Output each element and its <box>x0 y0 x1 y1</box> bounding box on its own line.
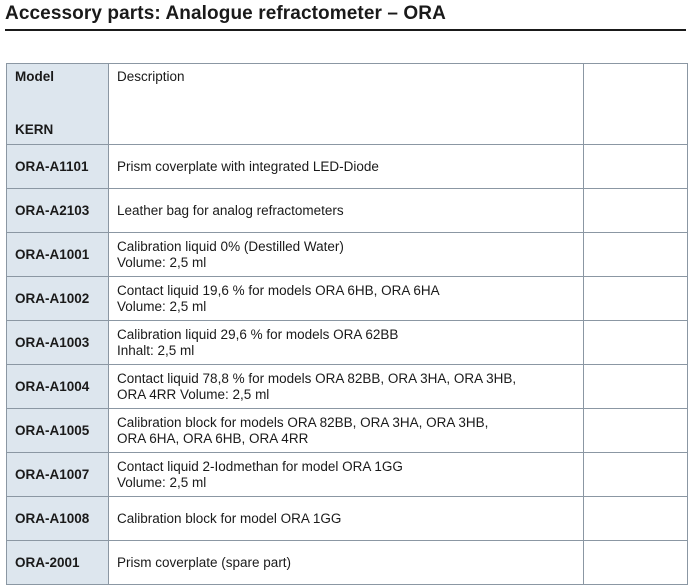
description-line: Volume: 2,5 ml <box>117 254 207 270</box>
description-line: Inhalt: 2,5 ml <box>117 342 195 358</box>
model-cell: ORA-A1003 <box>7 321 109 365</box>
model-cell: ORA-A1004 <box>7 365 109 409</box>
empty-cell <box>584 409 688 453</box>
table-row <box>7 233 688 277</box>
description-line: Prism coverplate (spare part) <box>117 554 292 570</box>
description-line: Calibration block for models ORA 82BB, ORA 3HA, ORA 3HB, <box>117 414 489 430</box>
description-line: Calibration block for model ORA 1GG <box>117 510 342 526</box>
empty-cell <box>584 365 688 409</box>
description-cell <box>109 365 584 409</box>
empty-cell <box>584 321 688 365</box>
description-cell <box>109 409 584 453</box>
empty-cell <box>584 277 688 321</box>
description-line: Contact liquid 2-Iodmethan for model ORA 1GG <box>117 458 403 474</box>
description-cell <box>109 541 584 585</box>
description-line: ORA 6HA, ORA 6HB, ORA 4RR <box>117 430 309 446</box>
table-row <box>7 277 688 321</box>
description-cell <box>109 189 584 233</box>
table-row <box>7 409 688 453</box>
empty-cell <box>584 233 688 277</box>
header-extra-cell <box>584 64 688 145</box>
table-row <box>7 453 688 497</box>
header-model-cell <box>7 64 109 145</box>
table-row <box>7 321 688 365</box>
page-title: Accessory parts: Analogue refractometer – ORA <box>5 3 446 24</box>
table-row <box>7 365 688 409</box>
description-cell <box>109 321 584 365</box>
accessory-parts-table <box>6 63 688 585</box>
table-row <box>7 497 688 541</box>
empty-cell <box>584 541 688 585</box>
empty-cell <box>584 453 688 497</box>
table-row <box>7 189 688 233</box>
description-cell <box>109 497 584 541</box>
description-cell <box>109 277 584 321</box>
description-line: ORA 4RR Volume: 2,5 ml <box>117 386 270 402</box>
model-cell: ORA-A1002 <box>7 277 109 321</box>
description-cell <box>109 233 584 277</box>
description-line: Calibration liquid 0% (Destilled Water) <box>117 238 344 254</box>
model-cell: ORA-A2103 <box>7 189 109 233</box>
description-line: Contact liquid 78,8 % for models ORA 82BB, ORA 3HA, ORA 3HB, <box>117 370 517 386</box>
description-line: Leather bag for analog refractometers <box>117 202 344 218</box>
description-line: Volume: 2,5 ml <box>117 298 207 314</box>
empty-cell <box>584 189 688 233</box>
empty-cell <box>584 145 688 189</box>
model-cell: ORA-A1101 <box>7 145 109 189</box>
description-cell <box>109 453 584 497</box>
model-cell: ORA-A1005 <box>7 409 109 453</box>
table-row <box>7 145 688 189</box>
model-cell: ORA-A1001 <box>7 233 109 277</box>
title-divider <box>5 29 686 31</box>
description-line: Volume: 2,5 ml <box>117 474 207 490</box>
header-model-label: Model <box>15 69 54 84</box>
table-header-row <box>7 64 688 145</box>
description-line: Contact liquid 19,6 % for models ORA 6HB, ORA 6HA <box>117 282 440 298</box>
description-line: Prism coverplate with integrated LED-Diode <box>117 158 379 174</box>
description-cell <box>109 145 584 189</box>
header-description-cell <box>109 64 584 145</box>
header-kern-label: KERN <box>15 122 54 137</box>
table-row <box>7 541 688 585</box>
model-cell: ORA-A1008 <box>7 497 109 541</box>
header-description-label: Description <box>117 69 185 84</box>
empty-cell <box>584 497 688 541</box>
model-cell: ORA-A1007 <box>7 453 109 497</box>
model-cell: ORA-2001 <box>7 541 109 585</box>
description-line: Calibration liquid 29,6 % for models ORA 62BB <box>117 326 399 342</box>
